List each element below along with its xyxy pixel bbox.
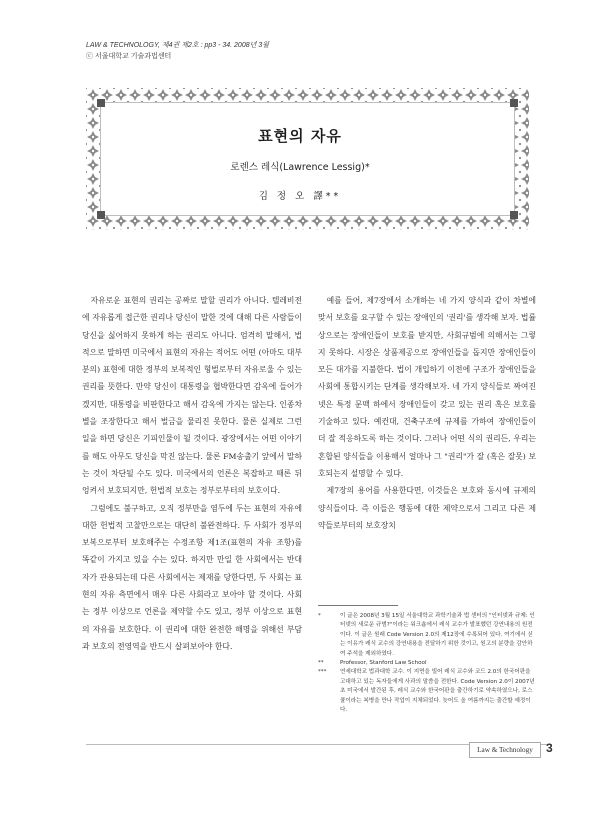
footnote-marker: *** xyxy=(318,669,327,676)
footnotes xyxy=(318,612,536,715)
article-translator: 김 정 오 譯** xyxy=(258,191,342,202)
publisher-line: ⓒ 서울대학교 기술과법센터 xyxy=(86,53,172,60)
footnote xyxy=(318,659,536,668)
body-column-left xyxy=(82,292,302,655)
body-paragraph: 제7장의 용어를 사용한다면, 이것들은 보호와 동시에 규제의 양식들이다. 즉 이들은 행동에 대한 제약으로서 그리고 다른 제약들로부터의 보호장치 xyxy=(318,486,536,530)
footnote-marker: * xyxy=(318,613,321,619)
page-footer xyxy=(0,742,600,762)
body-paragraph: 그럼에도 불구하고, 오직 정부만을 염두에 두는 표현의 자유에 대한 헌법적 고찰만으로는 대단히 불완전하다. 두 사회가 정부의 보복으로부터 보호해주는 수정조항 제1조(표현의 자유 조항)를 똑같이 가지고 있을 수는 있다. 하지만 만일 한 사회에서는 반대자가 관용되는데 다른 사회에서는 제재를 당한다면, 두 사회는 표현의 자유 측면에서 매우 다른 사회라고 보아야 할 것이다. 사회는 정부 이상으로 언론을 제약할 수도 있고, 정부 이상으로 표현의 자유를 보호한다. 이 권리에 대한 완전한 해명을 위해선 부담과 보호의 전영역을 반드시 살펴보아야 한다. xyxy=(82,503,302,651)
body-paragraph: 예를 들어, 제7장에서 소개하는 네 가지 양식과 같이 차별에 맞서 보호를 요구할 수 있는 장애인의 '권리'를 생각해 보자. 법률상으로는 장애인들이 보호를 받지만, 사회규범에 의해서는 그렇지 못하다. 시장은 상품제공으로 장애인들을 돕지만 장애인들이 모든 대가를 지불한다. 법이 개입하기 이전에 구조가 장애인들을 사회에 통합시키는 단계를 생각해보자. 네 가지 양식들로 짜여진 넷은 특정 문맥 하에서 장애인들이 갖고 있는 권리 혹은 보호를 기술하고 있다. 예컨대, 건축구조에 규제를 가하여 장애인들이 더 잘 적응하도록 하는 것이다. 그러나 어떤 식의 권리든, 우리는 혼합된 양식들을 이용해서 얼마나 그 "권리"가 잘 (혹은 잘못) 보호되는지 설명할 수 있다. xyxy=(318,296,536,478)
footer-journal-name: Law & Technology xyxy=(469,742,541,758)
footnote-divider xyxy=(318,605,398,606)
corner-mark xyxy=(510,211,518,219)
journal-citation: LAW & TECHNOLOGY, 제4권 제2호 : pp3 - 34. 2008년 3월 xyxy=(86,42,269,49)
footnote xyxy=(318,668,536,715)
footnote-marker: ** xyxy=(318,660,324,667)
body-paragraph: 자유로운 표현의 권리는 공짜로 말할 권리가 아니다. 텔레비전에 자유롭게 접근한 권리나 당신이 말한 것에 대해 다른 사람들이 당신을 싫어하지 못하게 하는 권리도 아니다. 엄격히 말해서, 법적으로 말하면 미국에서 표현의 자유는 적어도 어떤 (아마도 대부분의) 표현에 대한 정부의 보복적인 형벌로부터 자유로울 수 있는 권리를 뜻한다. 만약 당신이 대통령을 협박한다면 감옥에 들어가겠지만, 대통령을 비판한다고 해서 감옥에 가지는 않는다. 인종차별을 조장한다고 해서 벌금을 물리진 못한다. 물론 실제로 그런 일을 하면 당신은 기피인물이 될 것이다. 광장에서는 어떤 이야기를 해도 아무도 당신을 막진 않는다. 물론 FM송출기 앞에서 말하는 것이 차단될 수도 있다. 미국에서의 언론은 복잡하고 때론 뒤엉켜서 보호되지만, 헌법적 보호는 정부로부터의 보호이다. xyxy=(82,296,302,496)
page-number: 3 xyxy=(546,741,553,755)
running-header xyxy=(86,40,269,62)
footnote xyxy=(318,612,536,659)
corner-mark xyxy=(97,99,105,107)
article-author: 로렌스 레식(Lawrence Lessig)* xyxy=(230,162,370,173)
corner-mark xyxy=(510,99,518,107)
corner-mark xyxy=(97,211,105,219)
article-title: 표현의 자유 xyxy=(258,127,342,145)
footnote-text: Professor, Stanford Law School xyxy=(340,660,427,667)
footnote-text: 연세대학교 법과대학 교수. 이 지면을 빌어 레식 교수와 코드 2.0의 한국어판을 고대하고 있는 독자들에게 사과의 말씀을 전한다. Code Version 2.0이 2007년 초 미국에서 발간된 후, 레식 교수와 한국어판을 출간하기로 약속하였으나, 로스쿨이라는 복병을 만나 작업이 지체되었다. 늦어도 올 여름까지는 출간할 예정이다. xyxy=(340,669,535,714)
body-column-right xyxy=(318,292,536,534)
footnote-text: 이 글은 2008년 3월 15일 서울대학교 과학기술과 법 센터의 "인터넷과 규제: 인터넷의 새로운 규범?"이라는 워크숍에서 레식 교수가 발표했던 강연내용의 원전이다. 이 글은 원래 Code Version 2.0의 제12장에 수록되어 있다. 여기에서 싣는 이유가 레식 교수의 강연내용을 전달하기 위한 것이고, 원고의 분량을 감안하여 주석을 제외하였다. xyxy=(340,613,535,657)
